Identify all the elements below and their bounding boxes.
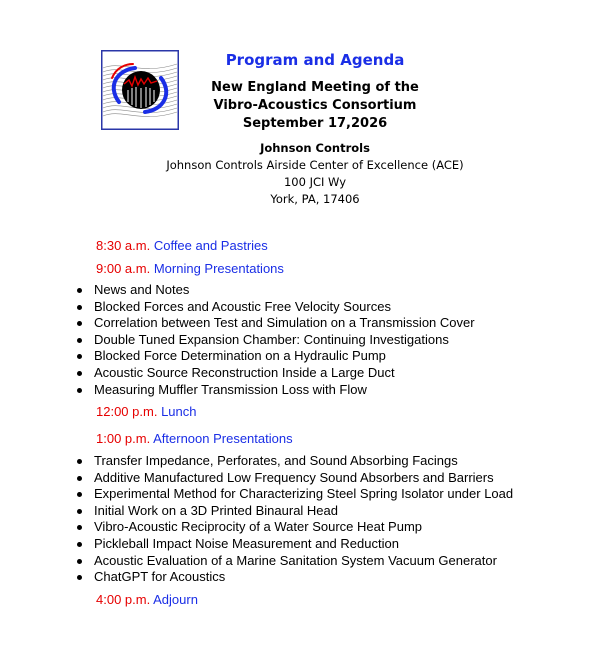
slot-label: Morning Presentations bbox=[153, 261, 284, 276]
meeting-line-1: New England Meeting of the bbox=[211, 80, 419, 95]
page-title: Program and Agenda bbox=[225, 51, 405, 69]
meeting-date: September 17,2026 bbox=[242, 116, 388, 131]
meeting-line-2: Vibro-Acoustics Consortium bbox=[213, 98, 417, 113]
slot-label: Adjourn bbox=[153, 592, 198, 607]
slot-label: Afternoon Presentations bbox=[153, 431, 293, 446]
list-item: Vibro-Acoustic Reciprocity of a Water Source Heat Pump bbox=[74, 519, 513, 536]
list-item: Initial Work on a 3D Printed Binaural Head bbox=[74, 503, 513, 520]
host-facility: Johnson Controls Airside Center of Excellence (ACE) bbox=[166, 158, 464, 172]
list-item: Additive Manufactured Low Frequency Sound Absorbers and Barriers bbox=[74, 470, 513, 487]
schedule-lunch bbox=[96, 404, 196, 419]
list-item: Acoustic Evaluation of a Marine Sanitation System Vacuum Generator bbox=[74, 553, 513, 570]
meeting-heading bbox=[150, 79, 480, 133]
slot-time: 8:30 a.m. bbox=[96, 238, 151, 253]
schedule-adjourn bbox=[96, 592, 198, 607]
list-item: ChatGPT for Acoustics bbox=[74, 569, 513, 586]
list-item: Acoustic Source Reconstruction Inside a Large Duct bbox=[74, 365, 475, 382]
schedule-afternoon bbox=[96, 431, 293, 446]
morning-presentation-list bbox=[74, 282, 475, 398]
slot-time: 1:00 p.m. bbox=[96, 431, 151, 446]
list-item: Blocked Forces and Acoustic Free Velocity Sources bbox=[74, 299, 475, 316]
slot-label: Lunch bbox=[161, 404, 197, 419]
schedule-coffee bbox=[96, 238, 268, 253]
host-street: 100 JCI Wy bbox=[283, 175, 347, 189]
host-city: York, PA, 17406 bbox=[270, 192, 360, 206]
slot-time: 12:00 p.m. bbox=[96, 404, 158, 419]
host-address bbox=[150, 140, 480, 208]
afternoon-presentation-list bbox=[74, 453, 513, 586]
schedule-morning bbox=[96, 261, 284, 276]
list-item: Blocked Force Determination on a Hydraulic Pump bbox=[74, 348, 475, 365]
list-item: Correlation between Test and Simulation on a Transmission Cover bbox=[74, 315, 475, 332]
slot-time: 9:00 a.m. bbox=[96, 261, 151, 276]
list-item: Experimental Method for Characterizing Steel Spring Isolator under Load bbox=[74, 486, 513, 503]
host-name: Johnson Controls bbox=[260, 141, 370, 155]
list-item: Double Tuned Expansion Chamber: Continuing Investigations bbox=[74, 332, 475, 349]
slot-time: 4:00 p.m. bbox=[96, 592, 151, 607]
list-item: Pickleball Impact Noise Measurement and Reduction bbox=[74, 536, 513, 553]
list-item: Measuring Muffler Transmission Loss with Flow bbox=[74, 382, 475, 399]
list-item: News and Notes bbox=[74, 282, 475, 299]
slot-label: Coffee and Pastries bbox=[153, 238, 268, 253]
list-item: Transfer Impedance, Perforates, and Sound Absorbing Facings bbox=[74, 453, 513, 470]
